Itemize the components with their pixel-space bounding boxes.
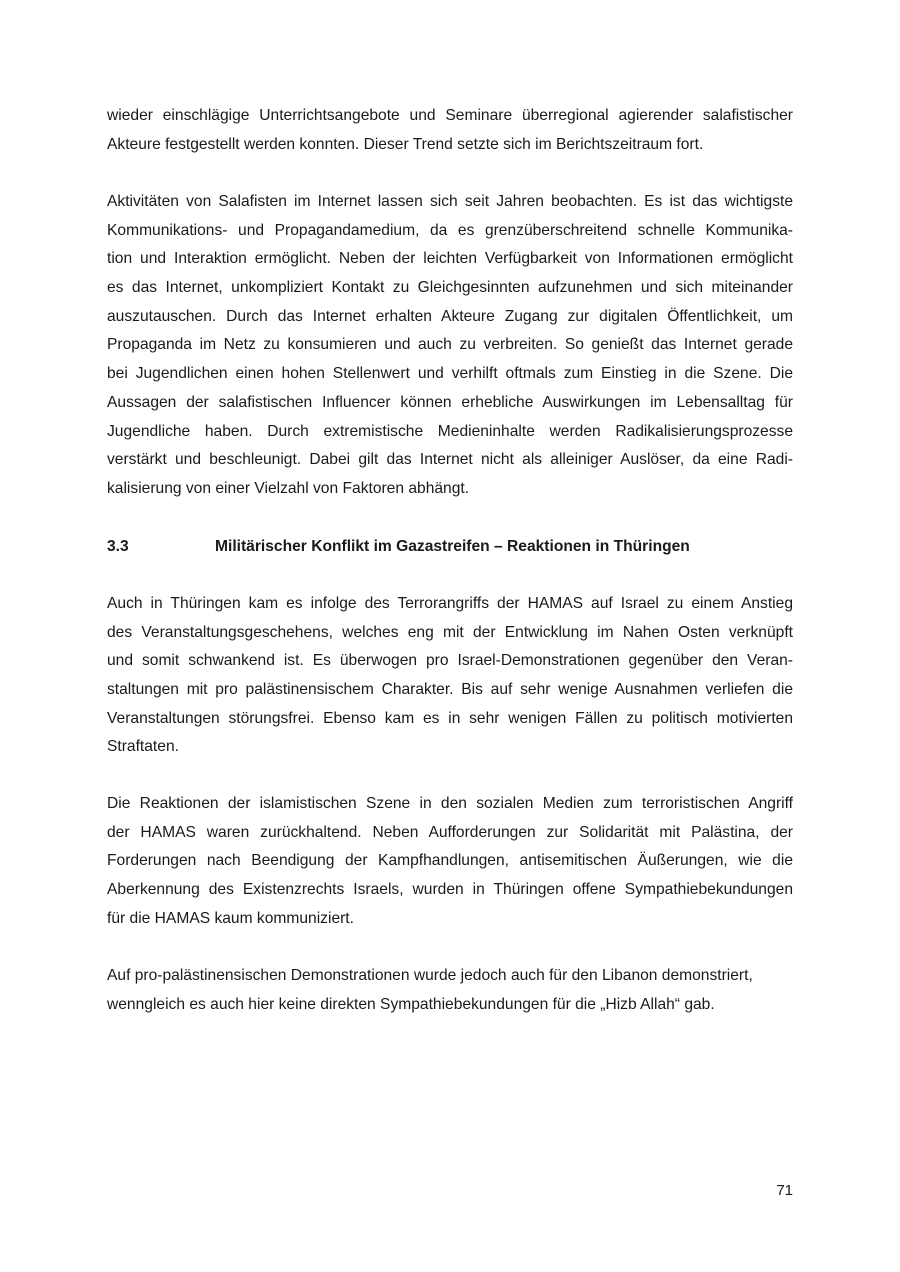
paragraph-line: kalisierung von einer Vielzahl von Faktoren abhängt.	[107, 479, 470, 497]
paragraph-line: staltungen mit pro palästinensischem Charakter. Bis auf sehr wenige Ausnahmen verliefen die	[107, 681, 793, 699]
paragraph-reaktionen	[107, 790, 793, 933]
paragraph-veranstaltungen	[107, 590, 793, 762]
paragraph-line: verstärkt und beschleunigt. Dabei gilt das Internet nicht als alleiniger Auslöser, da eine Radi-	[107, 451, 793, 469]
paragraph-line: für die HAMAS kaum kommuniziert.	[107, 909, 354, 927]
page-number: 71	[776, 1182, 793, 1199]
paragraph-line: der HAMAS waren zurückhaltend. Neben Aufforderungen zur Solidarität mit Palästina, der	[107, 823, 793, 841]
section-number: 3.3	[107, 538, 129, 555]
paragraph-line: auszutauschen. Durch das Internet erhalten Akteure Zugang zur digitalen Öffentlichkeit, um	[107, 307, 793, 325]
paragraph-line: es das Internet, unkompliziert Kontakt zu Gleichgesinnten aufzunehmen und sich miteinander	[107, 279, 793, 297]
paragraph-line: und somit schwankend ist. Es überwogen pro Israel-Demonstrationen gegenüber den Veran-	[107, 652, 793, 670]
paragraph-line: Straftaten.	[107, 738, 179, 756]
section-heading	[107, 533, 793, 561]
paragraph-line: Akteure festgestellt werden konnten. Dieser Trend setzte sich im Berichtszeitraum fort.	[107, 135, 704, 153]
paragraph-line: Aberkennung des Existenzrechts Israels, wurden in Thüringen offene Sympathiebekundungen	[107, 881, 793, 899]
paragraph-line: wieder einschlägige Unterrichtsangebote und Seminare überregional agierender salafistischer	[107, 107, 793, 124]
paragraph-line: Propaganda im Netz zu konsumieren und auch zu verbreiten. So genießt das Internet gerade	[107, 336, 793, 354]
paragraph-libanon	[107, 962, 793, 1019]
paragraph-line: Forderungen nach Beendigung der Kampfhandlungen, antisemitischen Äußerungen, wie die	[107, 852, 793, 870]
paragraph-line: Die Reaktionen der islamistischen Szene in den sozialen Medien zum terroristischen Angriff	[107, 795, 793, 812]
paragraph-line: wenngleich es auch hier keine direkten Sympathiebekundungen für die „Hizb Allah“ gab.	[107, 995, 715, 1013]
paragraph-line: Veranstaltungen störungsfrei. Ebenso kam es in sehr wenigen Fällen zu politisch motivierten	[107, 709, 793, 727]
paragraph-line: des Veranstaltungsgeschehens, welches eng mit der Entwicklung im Nahen Osten verknüpft	[107, 623, 793, 641]
paragraph-line: Aussagen der salafistischen Influencer können erhebliche Auswirkungen im Lebensalltag für	[107, 393, 793, 411]
paragraph-line: Auf pro-palästinensischen Demonstrationen wurde jedoch auch für den Libanon demonstriert,	[107, 967, 753, 984]
paragraph-internet	[107, 188, 793, 504]
paragraph-seminare	[107, 102, 793, 159]
paragraph-line: Aktivitäten von Salafisten im Internet lassen sich seit Jahren beobachten. Es ist das wichtigste	[107, 193, 793, 210]
paragraph-line: Jugendliche haben. Durch extremistische Medieninhalte werden Radikalisierungsprozesse	[107, 422, 793, 440]
paragraph-line: bei Jugendlichen einen hohen Stellenwert und verhilft oftmals zum Einstieg in die Szene. Die	[107, 365, 793, 383]
paragraph-line: Kommunikations- und Propagandamedium, da es grenzüberschreitend schnelle Kommunika-	[107, 221, 793, 239]
paragraph-line: Auch in Thüringen kam es infolge des Terrorangriffs der HAMAS auf Israel zu einem Anstieg	[107, 595, 793, 612]
paragraph-line: tion und Interaktion ermöglicht. Neben der leichten Verfügbarkeit von Informationen ermöglicht	[107, 250, 793, 268]
section-title: Militärischer Konflikt im Gazastreifen – Reaktionen in Thüringen	[215, 538, 690, 555]
